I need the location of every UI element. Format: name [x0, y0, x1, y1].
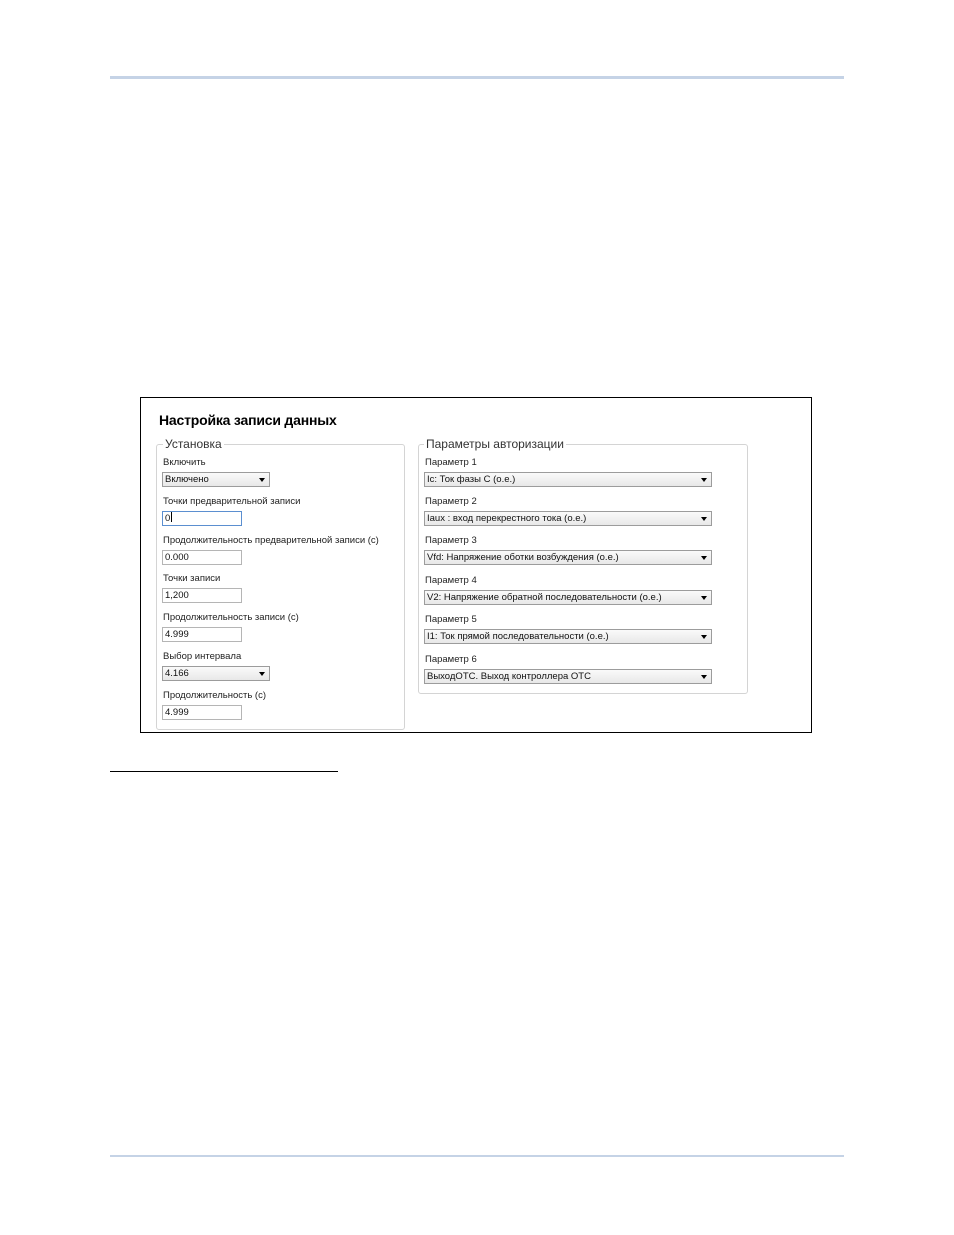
param-3-value: Vfd: Напряжение оботки возбуждения (o.e.)	[427, 552, 619, 563]
param-1-value: Ic: Ток фазы C (o.e.)	[427, 474, 516, 485]
chevron-down-icon	[259, 478, 265, 482]
record-duration-label: Продолжительность записи (с)	[163, 612, 299, 623]
chevron-down-icon	[701, 675, 707, 679]
window-title: Настройка записи данных	[159, 412, 337, 428]
footer-rule	[110, 1155, 844, 1157]
chevron-down-icon	[701, 556, 707, 560]
param-4-value: V2: Напряжение обратной последовательности (o.e.)	[427, 592, 662, 603]
header-rule	[110, 76, 844, 79]
chevron-down-icon	[259, 672, 265, 676]
record-points-label: Точки записи	[163, 573, 221, 584]
chevron-down-icon	[701, 596, 707, 600]
pre-trigger-points-input[interactable]	[162, 511, 242, 526]
pre-trigger-duration-label: Продолжительность предварительной записи (с)	[163, 535, 379, 546]
param-3-label: Параметр 3	[425, 535, 477, 546]
data-record-settings-window	[140, 397, 812, 733]
footnote-rule	[110, 771, 338, 772]
chevron-down-icon	[701, 635, 707, 639]
interval-dropdown[interactable]	[162, 666, 270, 681]
param-4-dropdown[interactable]	[424, 590, 712, 605]
param-6-label: Параметр 6	[425, 654, 477, 665]
param-3-dropdown[interactable]	[424, 550, 712, 565]
param-1-label: Параметр 1	[425, 457, 477, 468]
record-duration-input[interactable]: 4.999	[162, 627, 242, 642]
pre-trigger-points-label: Точки предварительной записи	[163, 496, 301, 507]
chevron-down-icon	[701, 517, 707, 521]
duration-input[interactable]: 4.999	[162, 705, 242, 720]
interval-value: 4.166	[165, 668, 189, 679]
param-5-label: Параметр 5	[425, 614, 477, 625]
enable-value: Включено	[165, 474, 209, 485]
param-2-value: Iaux : вход перекрестного тока (o.e.)	[427, 513, 587, 524]
auth-legend: Параметры авторизации	[426, 437, 564, 451]
param-2-dropdown[interactable]	[424, 511, 712, 526]
enable-label: Включить	[163, 457, 206, 468]
setup-legend: Установка	[165, 437, 222, 451]
record-points-input[interactable]: 1,200	[162, 588, 242, 603]
param-2-label: Параметр 2	[425, 496, 477, 507]
chevron-down-icon	[701, 478, 707, 482]
param-5-dropdown[interactable]	[424, 629, 712, 644]
pre-trigger-duration-input[interactable]: 0.000	[162, 550, 242, 565]
interval-label: Выбор интервала	[163, 651, 242, 662]
setup-group	[156, 437, 405, 730]
text-caret	[171, 512, 172, 522]
param-1-dropdown[interactable]	[424, 472, 712, 487]
enable-dropdown[interactable]	[162, 472, 270, 487]
param-5-value: I1: Ток прямой последовательности (o.e.)	[427, 631, 609, 642]
duration-label: Продолжительность (с)	[163, 690, 267, 701]
param-6-dropdown[interactable]	[424, 669, 712, 684]
param-6-value: ВыходOTC. Выход контроллера OTC	[427, 671, 591, 682]
param-4-label: Параметр 4	[425, 575, 477, 586]
auth-params-group	[418, 437, 748, 694]
pre-trigger-points-value: 0	[165, 513, 171, 524]
